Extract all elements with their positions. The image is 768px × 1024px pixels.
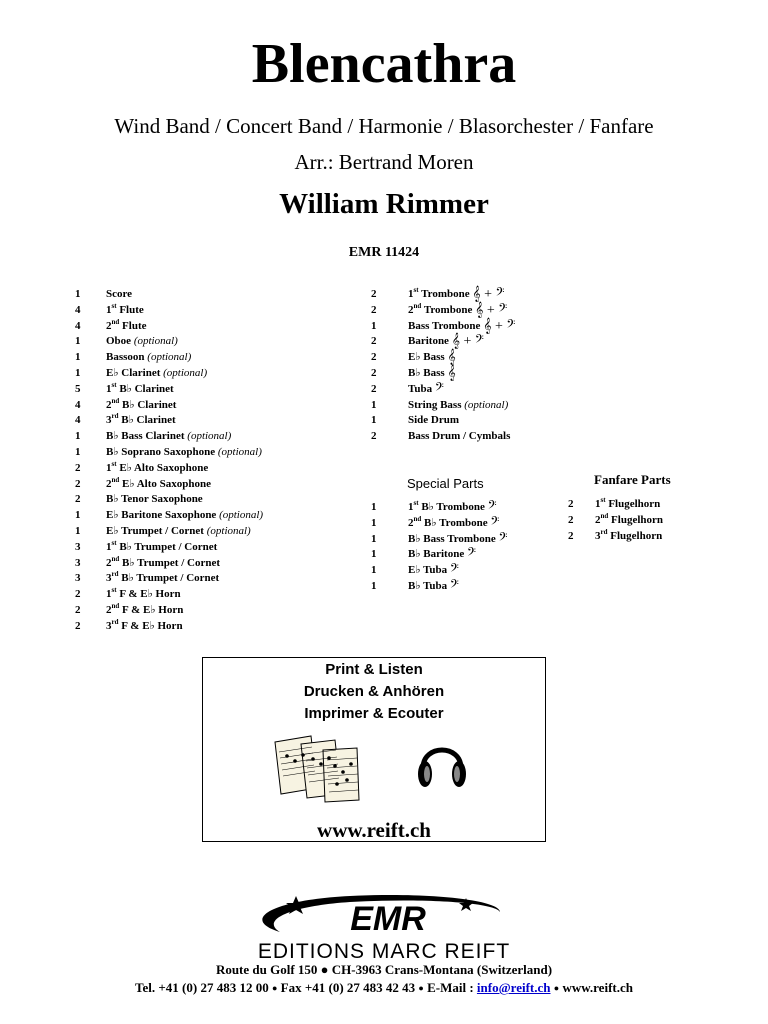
part-name (106, 366, 207, 382)
part-label: Trombone (421, 303, 476, 316)
part-ordinal-suffix: nd (413, 514, 422, 523)
part-label: B♭ Clarinet (116, 382, 174, 395)
part-name (408, 547, 476, 563)
part-ordinal: 2 (106, 398, 112, 411)
part-name (408, 563, 459, 579)
part-quantity: 1 (75, 524, 81, 537)
part-label: Score (106, 288, 133, 300)
part-ordinal: 2 (106, 556, 112, 569)
emr-logo-graphic (200, 890, 568, 960)
part-quantity: 2 (75, 493, 81, 506)
clef-icon: 𝄢 (466, 547, 476, 563)
promo-line-german: Drucken & Anhören (303, 683, 445, 700)
clef-icon: 𝄢 (434, 381, 444, 397)
footer-tel: Tel. +41 (0) 27 483 12 00 (135, 980, 269, 995)
part-ordinal-suffix: st (111, 380, 117, 389)
part-ordinal: 1 (106, 588, 112, 601)
part-name (408, 429, 510, 445)
part-quantity: 1 (371, 414, 377, 427)
part-row (371, 547, 571, 563)
part-name (408, 382, 444, 398)
part-name (408, 319, 515, 335)
sheet-music-icon (271, 734, 363, 804)
part-label: B♭ Tuba (408, 579, 450, 592)
promo-line-english: Print & Listen (325, 661, 423, 678)
part-label: B♭ Trombone (418, 501, 488, 513)
part-quantity: 2 (371, 303, 377, 316)
part-ordinal-suffix: st (111, 301, 117, 310)
part-ordinal-suffix: nd (111, 475, 120, 484)
part-label: Trombone (418, 288, 473, 300)
part-row (75, 350, 335, 366)
part-quantity: 1 (75, 430, 81, 443)
part-label: Flute (119, 319, 147, 332)
part-row (371, 382, 571, 398)
part-name (106, 587, 181, 603)
part-ordinal: 1 (595, 498, 601, 510)
part-row (75, 382, 335, 398)
part-name (106, 287, 132, 303)
part-name (408, 366, 456, 382)
catalog-number: EMR 11424 (348, 245, 420, 260)
part-name (408, 287, 505, 303)
part-ordinal: 3 (106, 414, 112, 427)
part-row (371, 500, 571, 516)
part-quantity: 1 (75, 335, 81, 348)
footer-bullet: ● (553, 983, 560, 993)
part-label: Flugelhorn (607, 529, 663, 542)
part-ordinal-suffix: rd (111, 412, 119, 421)
part-row (75, 287, 335, 303)
part-row (371, 319, 571, 335)
part-quantity: 1 (371, 319, 377, 332)
part-optional-note: (optional) (217, 445, 262, 458)
arranger-credit: Arr.: Bertrand Moren (294, 150, 474, 174)
part-row (371, 429, 571, 445)
part-name (106, 461, 208, 477)
part-quantity: 1 (75, 288, 81, 300)
part-quantity: 2 (371, 430, 377, 443)
part-row (75, 445, 335, 461)
part-quantity: 3 (75, 556, 81, 569)
part-row (568, 513, 728, 529)
part-row (371, 334, 571, 350)
part-label: Bassoon (106, 351, 148, 364)
part-ordinal: 1 (106, 540, 112, 553)
part-ordinal-suffix: st (111, 586, 117, 595)
part-ordinal: 3 (106, 572, 112, 585)
part-name (106, 429, 231, 445)
part-name (106, 492, 203, 508)
part-quantity: 1 (371, 501, 377, 513)
part-label: B♭ Trumpet / Cornet (116, 540, 218, 553)
instrumentation-list-main (75, 287, 335, 635)
part-name (106, 445, 262, 461)
part-quantity: 1 (371, 548, 377, 561)
part-ordinal-suffix: st (111, 459, 117, 468)
part-label: Flute (116, 303, 144, 316)
special-parts-list (371, 500, 571, 595)
part-row (75, 319, 335, 335)
part-ordinal: 3 (106, 619, 112, 632)
part-name (408, 398, 508, 414)
part-label: B♭ Bass Trombone (408, 532, 499, 545)
clef-icon: 𝄢 (498, 531, 508, 547)
part-label: E♭ Trumpet / Cornet (106, 524, 207, 537)
ensemble-subtitle: Wind Band / Concert Band / Harmonie / Blasorchester / Fanfare (114, 114, 654, 138)
page-title: Blencathra (251, 33, 517, 95)
part-row (75, 571, 335, 587)
part-name (408, 350, 456, 366)
part-row (75, 540, 335, 556)
part-label: B♭ Trumpet / Cornet (119, 556, 221, 569)
part-row (75, 508, 335, 524)
part-label: E♭ Bass (408, 351, 448, 364)
part-name (106, 334, 178, 350)
part-quantity: 3 (75, 540, 81, 553)
part-ordinal-suffix: st (600, 496, 606, 504)
part-name (408, 579, 459, 595)
part-row (75, 334, 335, 350)
part-row (75, 429, 335, 445)
clef-icon: 𝄞 + 𝄢 (451, 334, 484, 350)
part-row (75, 603, 335, 619)
part-name (106, 319, 147, 335)
clef-icon: 𝄞 (447, 365, 456, 381)
clef-icon: 𝄞 + 𝄢 (472, 287, 505, 302)
part-label: B♭ Trombone (421, 516, 491, 529)
clef-icon: 𝄢 (449, 578, 459, 594)
part-quantity: 4 (75, 303, 81, 316)
part-row (75, 524, 335, 540)
clef-icon: 𝄞 + 𝄢 (483, 318, 516, 334)
part-name (106, 477, 211, 493)
part-name (106, 413, 176, 429)
part-row (75, 366, 335, 382)
footer-website-link[interactable]: www.reift.ch (562, 980, 633, 995)
part-ordinal: 1 (106, 303, 112, 316)
part-name (408, 516, 499, 532)
part-label: B♭ Baritone (408, 548, 467, 561)
part-name (106, 508, 263, 524)
part-label: E♭ Clarinet (106, 366, 164, 379)
part-quantity: 1 (75, 366, 81, 379)
clef-icon: 𝄢 (449, 563, 459, 579)
part-quantity: 3 (75, 572, 81, 585)
part-label: E♭ Tuba (408, 564, 450, 577)
part-ordinal-suffix: st (111, 538, 117, 547)
part-label: E♭ Alto Saxophone (119, 477, 211, 490)
part-label: F & E♭ Horn (116, 588, 181, 601)
part-row (75, 398, 335, 414)
part-ordinal-suffix: nd (600, 511, 609, 520)
emr-logo-wordmark: EDITIONS MARC REIFT (257, 940, 511, 960)
part-name (595, 529, 662, 545)
part-row (371, 303, 571, 319)
part-row (75, 477, 335, 493)
part-row (371, 516, 571, 532)
part-quantity: 1 (371, 398, 377, 411)
footer-fax: Fax +41 (0) 27 483 42 43 (280, 980, 416, 995)
part-quantity: 2 (75, 619, 81, 632)
part-quantity: 1 (75, 509, 81, 522)
composer-name: William Rimmer (279, 188, 489, 220)
part-name (408, 532, 507, 548)
part-ordinal: 2 (106, 319, 112, 332)
part-optional-note: (optional) (147, 351, 192, 364)
part-label: B♭ Trumpet / Cornet (118, 572, 220, 585)
part-name (106, 603, 183, 619)
part-label: Bass Trombone (408, 319, 484, 332)
fanfare-parts-heading: Fanfare Parts (594, 472, 671, 487)
part-row (371, 287, 571, 303)
clef-icon: 𝄞 + 𝄢 (475, 302, 508, 318)
part-label: Bass Drum / Cymbals (408, 430, 511, 443)
part-row (75, 619, 335, 635)
part-name (106, 524, 251, 540)
part-row (75, 556, 335, 572)
part-name (106, 571, 219, 587)
footer-address: Route du Golf 150 ● CH-3963 Crans-Montana (Switzerland) (215, 962, 553, 977)
part-name (408, 413, 459, 429)
part-row (75, 461, 335, 477)
clef-icon: 𝄢 (487, 500, 497, 515)
clef-icon: 𝄞 (447, 350, 456, 366)
part-ordinal: 2 (408, 516, 414, 529)
part-quantity: 1 (371, 516, 377, 529)
part-name (106, 540, 217, 556)
part-label: Oboe (106, 335, 134, 348)
part-name (106, 382, 174, 398)
part-label: B♭ Clarinet (118, 414, 176, 427)
part-quantity: 2 (371, 382, 377, 395)
special-parts-heading: Special Parts (407, 476, 484, 491)
part-ordinal: 1 (408, 501, 414, 513)
emr-logo-mark: EMR (350, 900, 426, 938)
instrumentation-list-low (371, 287, 571, 445)
part-row (371, 563, 571, 579)
part-row (371, 398, 571, 414)
part-row (75, 413, 335, 429)
part-row (568, 497, 728, 513)
part-optional-note: (optional) (219, 509, 264, 522)
part-quantity: 4 (75, 319, 81, 332)
part-ordinal: 3 (595, 529, 601, 542)
part-ordinal: 2 (595, 513, 601, 526)
part-quantity: 2 (75, 603, 81, 616)
part-name (408, 334, 484, 350)
part-name (408, 303, 507, 319)
clef-icon: 𝄢 (490, 515, 500, 531)
part-name (595, 497, 660, 513)
part-optional-note: (optional) (133, 335, 178, 348)
part-label: B♭ Soprano Saxophone (106, 445, 218, 458)
part-ordinal-suffix: st (413, 286, 419, 294)
footer-contact (0, 980, 768, 996)
part-quantity: 2 (568, 529, 574, 542)
part-name (106, 619, 183, 635)
footer-bullet: ● (418, 983, 424, 993)
part-quantity: 2 (75, 461, 81, 474)
part-label: F & E♭ Horn (118, 619, 183, 632)
promo-website-link[interactable]: www.reift.ch (317, 818, 431, 842)
part-label: E♭ Baritone Saxophone (106, 509, 220, 522)
part-quantity: 2 (371, 351, 377, 364)
part-quantity: 2 (371, 335, 377, 348)
part-quantity: 1 (371, 532, 377, 545)
fanfare-parts-list (568, 497, 728, 544)
part-label: Tuba (408, 382, 435, 395)
part-quantity: 2 (568, 513, 574, 526)
part-label: B♭ Tenor Saxophone (106, 493, 203, 506)
part-ordinal: 2 (106, 477, 112, 490)
part-ordinal-suffix: rd (111, 617, 119, 626)
emr-logo (200, 890, 568, 960)
part-optional-note: (optional) (163, 366, 208, 379)
part-row (371, 350, 571, 366)
part-row (75, 587, 335, 603)
part-ordinal: 1 (106, 382, 112, 395)
part-row (371, 366, 571, 382)
part-quantity: 1 (75, 351, 81, 364)
part-quantity: 1 (371, 564, 377, 577)
footer-bullet: ● (271, 983, 278, 993)
part-label: Flugelhorn (608, 513, 663, 526)
part-label: Side Drum (408, 414, 460, 427)
part-ordinal: 2 (106, 603, 112, 616)
part-row (371, 413, 571, 429)
part-quantity: 2 (568, 498, 574, 510)
part-ordinal-suffix: nd (111, 554, 120, 563)
part-name (106, 303, 144, 319)
part-ordinal-suffix: st (413, 499, 419, 507)
part-quantity: 4 (75, 414, 81, 427)
part-label: String Bass (408, 398, 465, 411)
part-label: F & E♭ Horn (119, 603, 184, 616)
part-quantity: 2 (75, 477, 81, 490)
part-ordinal-suffix: nd (111, 317, 120, 326)
part-ordinal-suffix: rd (111, 570, 119, 579)
headphones-icon (415, 734, 469, 792)
part-ordinal: 1 (408, 288, 414, 300)
part-ordinal-suffix: rd (600, 527, 608, 536)
part-name (106, 556, 220, 572)
part-quantity: 2 (371, 366, 377, 379)
part-ordinal-suffix: nd (413, 301, 422, 310)
part-row (371, 579, 571, 595)
footer-email-link[interactable]: info@reift.ch (476, 980, 551, 995)
promo-line-french: Imprimer & Ecouter (304, 705, 444, 722)
part-row (568, 529, 728, 545)
footer-email-label: E-Mail : (427, 980, 474, 995)
part-name (595, 513, 663, 529)
part-label: B♭ Bass (408, 366, 448, 379)
part-label: B♭ Bass Clarinet (106, 430, 188, 443)
print-listen-box[interactable] (202, 657, 546, 842)
part-name (408, 500, 497, 516)
part-row (75, 492, 335, 508)
part-quantity: 1 (75, 445, 81, 458)
part-quantity: 4 (75, 398, 81, 411)
part-label: Baritone (408, 335, 452, 348)
part-name (106, 398, 176, 414)
part-name (106, 350, 191, 366)
part-label: B♭ Clarinet (119, 398, 177, 411)
part-optional-note: (optional) (206, 524, 251, 537)
part-quantity: 2 (75, 588, 81, 601)
part-label: Flugelhorn (605, 498, 661, 510)
part-optional-note: (optional) (464, 398, 509, 411)
part-ordinal-suffix: nd (111, 396, 120, 405)
part-row (371, 532, 571, 548)
part-quantity: 1 (371, 579, 377, 592)
part-row (75, 303, 335, 319)
part-label: E♭ Alto Saxophone (116, 461, 209, 474)
part-ordinal-suffix: nd (111, 601, 120, 610)
part-quantity: 5 (75, 382, 81, 395)
part-quantity: 2 (371, 288, 377, 300)
part-optional-note: (optional) (187, 430, 232, 443)
part-ordinal: 2 (408, 303, 414, 316)
part-ordinal: 1 (106, 461, 112, 474)
